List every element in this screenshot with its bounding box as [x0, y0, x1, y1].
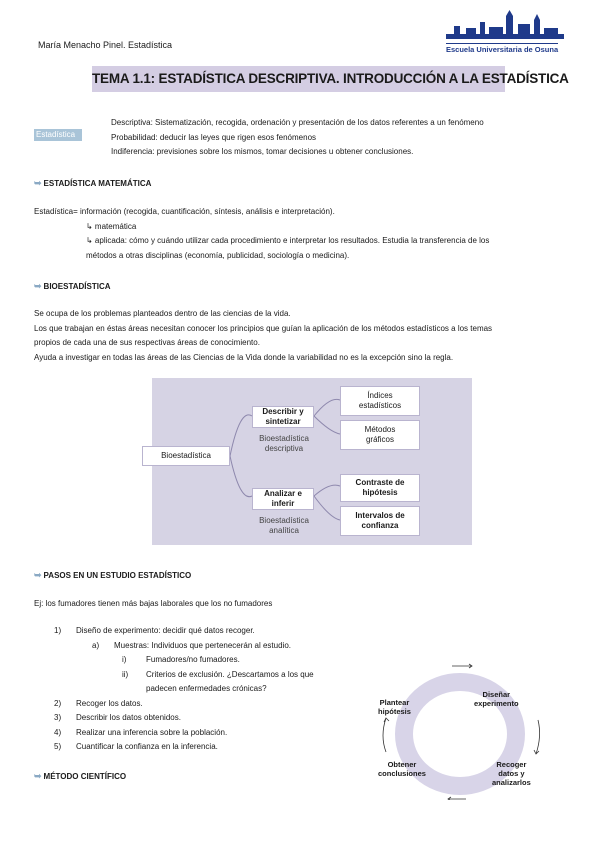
diagram-branch-analizar: Analizar e inferir [252, 488, 314, 510]
matematica-intro: Estadística= información (recogida, cuantificación, síntesis, análisis e interpretación). [34, 207, 335, 216]
pasos-example: Ej: los fumadores tienen más bajas laborales que los no fumadores [34, 599, 273, 608]
bioestadistica-line-4: Ayuda a investigar en todas las áreas de las Ciencias de la Vida donde la variabilidad no es la excepción sino la regla. [34, 352, 454, 362]
step-item: 1) Diseño de experimento: decidir qué datos recoger. [54, 626, 255, 635]
cycle-step-disenar: Diseñar experimento [474, 690, 519, 708]
step-item: i) Fumadores/no fumadores. [122, 655, 240, 664]
header-author: María Menacho Pinel. Estadística [38, 40, 173, 50]
page-title: TEMA 1.1: ESTADÍSTICA DESCRIPTIVA. INTRODUCCIÓN A LA ESTADÍSTICA [92, 66, 505, 92]
scientific-method-cycle [370, 660, 550, 800]
diagram-leaf-metodos: Métodos gráficos [340, 420, 420, 450]
arrow-icon: ➥ [34, 178, 42, 188]
step-item: 3) Describir los datos obtenidos. [54, 713, 181, 722]
matematica-bullet-1: ↳ matemática [86, 221, 137, 231]
term-label: Estadística [34, 129, 82, 141]
definition-probabilidad: Probabilidad: deducir las leyes que rigen esos fenómenos [111, 132, 317, 142]
diagram-sub-descriptiva: Bioestadística descriptiva [259, 434, 309, 453]
diagram-sub-analitica: Bioestadística analítica [259, 516, 309, 535]
section-heading-bioestadistica: ➥ BIOESTADÍSTICA [34, 281, 111, 291]
matematica-body [34, 205, 564, 263]
diagram-leaf-contraste: Contraste de hipótesis [340, 474, 420, 502]
step-item: 5) Cuantificar la confianza en la inferencia. [54, 742, 218, 751]
diagram-leaf-intervalos: Intervalos de confianza [340, 506, 420, 536]
cycle-step-recoger: Recoger datos y analizarlos [492, 760, 531, 787]
bioestadistica-line-1: Se ocupa de los problemas planteados dentro de las ciencias de la vida. [34, 309, 291, 318]
matematica-bullet-2-line-2: métodos a otras disciplinas (economía, publicidad, sociología o medicina). [86, 250, 350, 260]
steps-list [54, 624, 364, 755]
definition-descriptiva: Descriptiva: Sistematización, recogida, ordenación y presentación de los datos referentes a un fenómeno [111, 118, 484, 127]
arrow-icon: ➥ [34, 570, 42, 580]
step-item: a) Muestras: Individuos que pertenecerán al estudio. [92, 640, 291, 650]
bioestadistica-body [34, 307, 564, 365]
bioestadistica-diagram [152, 378, 472, 545]
step-item: padecen enfermedades crónicas? [146, 684, 267, 693]
logo-caption: Escuela Universitaria de Osuna [446, 45, 559, 54]
cycle-step-obtener: Obtener conclusiones [378, 760, 426, 778]
cycle-step-plantear: Plantear hipótesis [378, 698, 411, 716]
diagram-leaf-indices: Índices estadísticos [340, 386, 420, 416]
section-heading-metodo: ➥ MÉTODO CIENTÍFICO [34, 771, 127, 781]
section-heading-matematica: ➥ ESTADÍSTICA MATEMÁTICA [34, 178, 152, 188]
diagram-branch-describir: Describir y sintetizar [252, 406, 314, 428]
matematica-bullet-2-line-1: ↳ aplicada: cómo y cuándo utilizar cada procedimiento e interpretar los resultados. Estudia la transferencia de los [86, 236, 490, 245]
diagram-root-node: Bioestadística [142, 446, 230, 466]
definition-list [111, 116, 571, 160]
bioestadistica-line-3: propios de cada una de sus respectivas áreas de conocimiento. [34, 338, 260, 347]
arrow-icon: ➥ [34, 281, 42, 291]
step-item: 2) Recoger los datos. [54, 698, 143, 708]
section-heading-pasos: ➥ PASOS EN UN ESTUDIO ESTADÍSTICO [34, 570, 192, 580]
arrow-icon: ➥ [34, 771, 42, 781]
step-item: ii) Criterios de exclusión. ¿Descartamos a los que [122, 669, 314, 679]
definition-indiferencia: Indiferencia: previsiones sobre los mismos, tomar decisiones u obtener conclusiones. [111, 147, 414, 156]
bioestadistica-line-2: Los que trabajan en éstas áreas necesitan conocer los principios que guían la aplicación de los métodos estadísticos a los temas [34, 323, 493, 333]
step-item: 4) Realizar una inferencia sobre la población. [54, 727, 228, 737]
